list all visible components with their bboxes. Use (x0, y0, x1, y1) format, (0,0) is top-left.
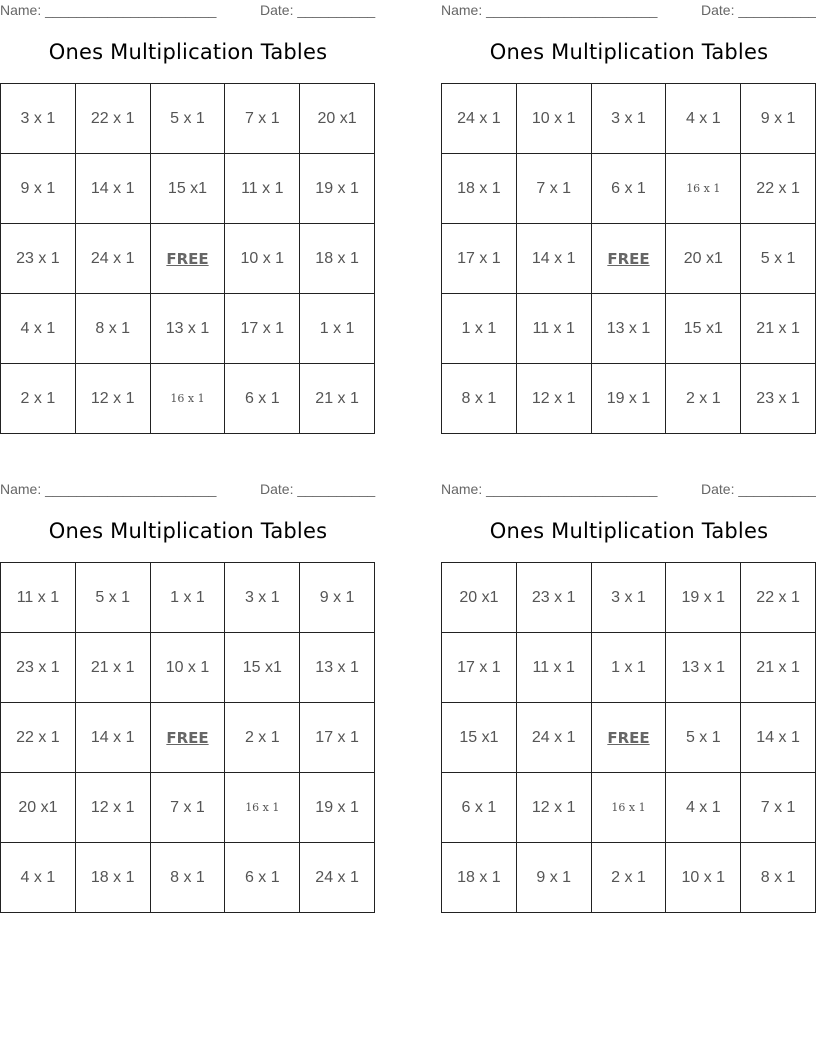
bingo-card-3 (0, 479, 376, 915)
problem-cell: 2 x 1 (666, 364, 741, 434)
problem-cell: 22 x 1 (1, 703, 76, 773)
problem-cell: 2 x 1 (592, 843, 667, 913)
problem-cell: 17 x 1 (225, 294, 300, 364)
problem-cell: 24 x 1 (300, 843, 375, 913)
free-space-cell: FREE (592, 703, 667, 773)
problem-cell: 15 x1 (442, 703, 517, 773)
problem-cell: 23 x 1 (741, 364, 816, 434)
problem-cell: 2 x 1 (1, 364, 76, 434)
problem-cell: 5 x 1 (151, 84, 226, 154)
problem-cell: 22 x 1 (741, 154, 816, 224)
problem-cell: 8 x 1 (442, 364, 517, 434)
problem-cell: 11 x 1 (225, 154, 300, 224)
problem-cell: 9 x 1 (517, 843, 592, 913)
problem-cell: 20 x1 (300, 84, 375, 154)
problem-cell: 12 x 1 (517, 773, 592, 843)
problem-cell: 9 x 1 (300, 563, 375, 633)
problem-cell: 21 x 1 (76, 633, 151, 703)
problem-cell: 6 x 1 (225, 364, 300, 434)
problem-cell: 11 x 1 (517, 633, 592, 703)
problem-cell: 4 x 1 (666, 773, 741, 843)
problem-cell: 20 x1 (1, 773, 76, 843)
problem-cell: 15 x1 (151, 154, 226, 224)
date-field-label: Date: __________ (701, 481, 816, 497)
date-field-label: Date: __________ (260, 2, 376, 18)
problem-cell: 11 x 1 (1, 563, 76, 633)
problem-cell: 21 x 1 (741, 633, 816, 703)
problem-cell: 22 x 1 (76, 84, 151, 154)
problem-cell: 3 x 1 (225, 563, 300, 633)
problem-cell: 23 x 1 (1, 224, 76, 294)
problem-cell: 17 x 1 (442, 633, 517, 703)
problem-cell: 7 x 1 (151, 773, 226, 843)
problem-cell: 12 x 1 (76, 364, 151, 434)
card-title: Ones Multiplication Tables (48, 519, 328, 543)
problem-cell: 3 x 1 (1, 84, 76, 154)
problem-cell: 1 x 1 (151, 563, 226, 633)
problem-cell: 7 x 1 (517, 154, 592, 224)
problem-cell: 14 x 1 (76, 154, 151, 224)
problem-cell: 7 x 1 (741, 773, 816, 843)
problem-cell: 13 x 1 (151, 294, 226, 364)
problem-cell: 19 x 1 (300, 773, 375, 843)
problem-cell: 15 x1 (666, 294, 741, 364)
problem-cell: 6 x 1 (442, 773, 517, 843)
problem-cell: 18 x 1 (442, 843, 517, 913)
problem-cell: 9 x 1 (741, 84, 816, 154)
problem-cell: 23 x 1 (1, 633, 76, 703)
problem-cell: 10 x 1 (666, 843, 741, 913)
problem-cell: 18 x 1 (76, 843, 151, 913)
problem-cell: 4 x 1 (1, 843, 76, 913)
problem-cell: 16 x 1 (592, 773, 667, 843)
problem-cell: 12 x 1 (76, 773, 151, 843)
problem-cell: 16 x 1 (666, 154, 741, 224)
problem-cell: 3 x 1 (592, 563, 667, 633)
bingo-grid (441, 562, 816, 913)
problem-cell: 24 x 1 (76, 224, 151, 294)
problem-cell: 17 x 1 (442, 224, 517, 294)
problem-cell: 23 x 1 (517, 563, 592, 633)
date-field-label: Date: __________ (701, 2, 816, 18)
problem-cell: 13 x 1 (300, 633, 375, 703)
name-field-label: Name: ______________________ (0, 481, 217, 497)
problem-cell: 7 x 1 (225, 84, 300, 154)
problem-cell: 10 x 1 (151, 633, 226, 703)
problem-cell: 10 x 1 (517, 84, 592, 154)
problem-cell: 24 x 1 (517, 703, 592, 773)
problem-cell: 21 x 1 (741, 294, 816, 364)
problem-cell: 16 x 1 (151, 364, 226, 434)
problem-cell: 18 x 1 (300, 224, 375, 294)
card-title: Ones Multiplication Tables (489, 519, 769, 543)
problem-cell: 14 x 1 (517, 224, 592, 294)
problem-cell: 1 x 1 (592, 633, 667, 703)
bingo-card-1 (0, 0, 376, 436)
problem-cell: 11 x 1 (517, 294, 592, 364)
problem-cell: 3 x 1 (592, 84, 667, 154)
name-field-label: Name: ______________________ (441, 2, 658, 18)
problem-cell: 8 x 1 (151, 843, 226, 913)
problem-cell: 5 x 1 (76, 563, 151, 633)
problem-cell: 21 x 1 (300, 364, 375, 434)
problem-cell: 20 x1 (666, 224, 741, 294)
problem-cell: 19 x 1 (592, 364, 667, 434)
problem-cell: 17 x 1 (300, 703, 375, 773)
problem-cell: 14 x 1 (76, 703, 151, 773)
problem-cell: 6 x 1 (225, 843, 300, 913)
card-header (441, 2, 816, 20)
problem-cell: 20 x1 (442, 563, 517, 633)
problem-cell: 8 x 1 (76, 294, 151, 364)
problem-cell: 1 x 1 (442, 294, 517, 364)
problem-cell: 15 x1 (225, 633, 300, 703)
problem-cell: 4 x 1 (1, 294, 76, 364)
problem-cell: 18 x 1 (442, 154, 517, 224)
card-title: Ones Multiplication Tables (489, 40, 769, 64)
card-header (0, 481, 376, 499)
bingo-grid (0, 562, 375, 913)
problem-cell: 22 x 1 (741, 563, 816, 633)
problem-cell: 5 x 1 (666, 703, 741, 773)
problem-cell: 8 x 1 (741, 843, 816, 913)
problem-cell: 14 x 1 (741, 703, 816, 773)
problem-cell: 6 x 1 (592, 154, 667, 224)
problem-cell: 12 x 1 (517, 364, 592, 434)
free-space-cell: FREE (151, 224, 226, 294)
problem-cell: 13 x 1 (666, 633, 741, 703)
free-space-cell: FREE (592, 224, 667, 294)
problem-cell: 24 x 1 (442, 84, 517, 154)
problem-cell: 9 x 1 (1, 154, 76, 224)
problem-cell: 1 x 1 (300, 294, 375, 364)
card-header (441, 481, 816, 499)
card-header (0, 2, 376, 20)
bingo-grid (0, 83, 375, 434)
date-field-label: Date: __________ (260, 481, 376, 497)
name-field-label: Name: ______________________ (0, 2, 217, 18)
problem-cell: 13 x 1 (592, 294, 667, 364)
problem-cell: 19 x 1 (300, 154, 375, 224)
card-title: Ones Multiplication Tables (48, 40, 328, 64)
bingo-grid (441, 83, 816, 434)
problem-cell: 5 x 1 (741, 224, 816, 294)
problem-cell: 4 x 1 (666, 84, 741, 154)
bingo-card-4 (441, 479, 816, 915)
problem-cell: 16 x 1 (225, 773, 300, 843)
name-field-label: Name: ______________________ (441, 481, 658, 497)
bingo-card-2 (441, 0, 816, 436)
free-space-cell: FREE (151, 703, 226, 773)
problem-cell: 2 x 1 (225, 703, 300, 773)
problem-cell: 19 x 1 (666, 563, 741, 633)
problem-cell: 10 x 1 (225, 224, 300, 294)
